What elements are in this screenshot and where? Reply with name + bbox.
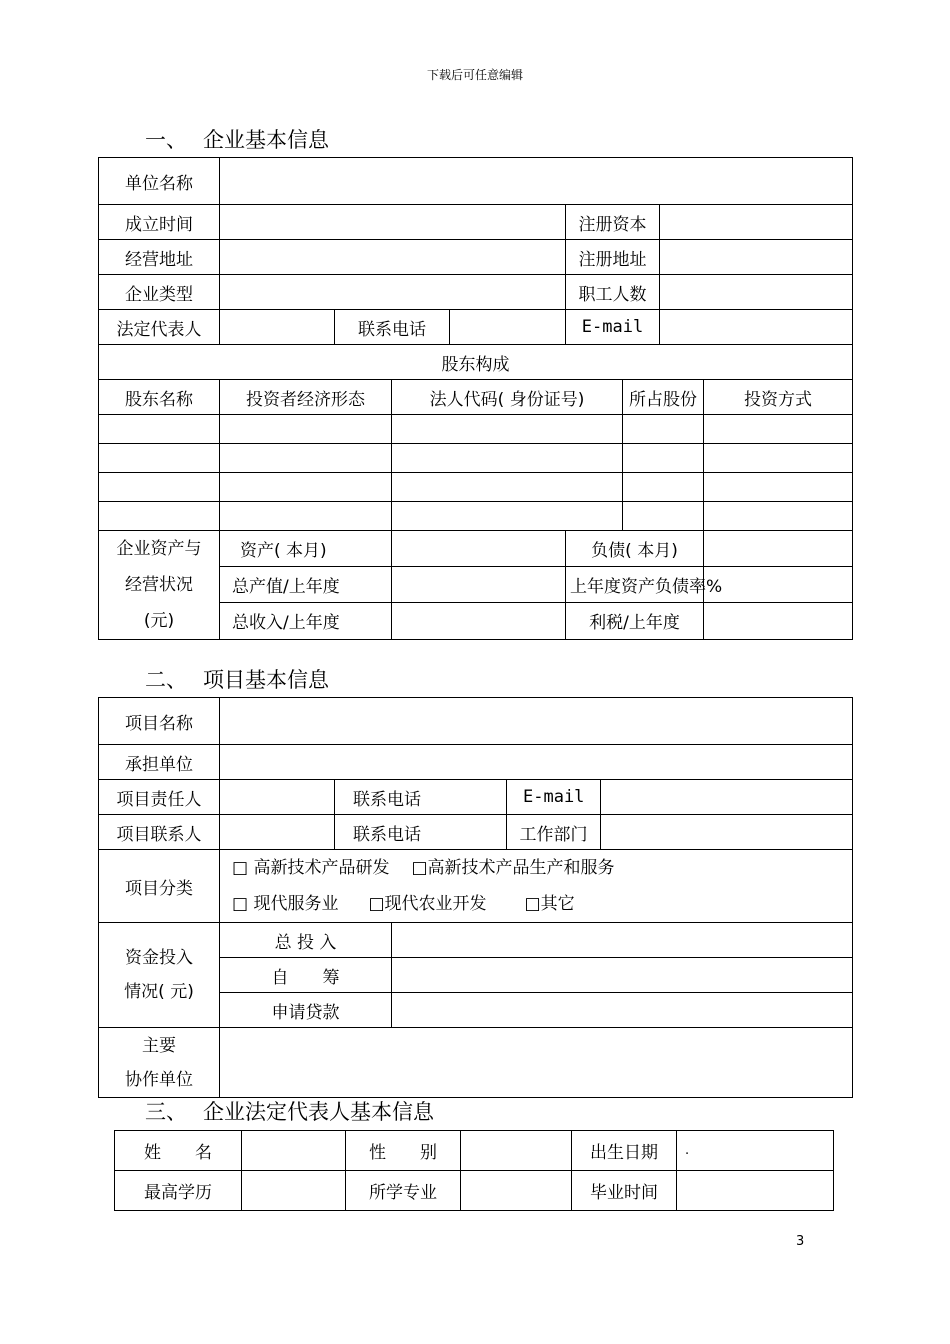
shareholder-cell[interactable] (704, 415, 853, 444)
shareholder-cell[interactable] (392, 415, 623, 444)
category-options (220, 850, 853, 923)
section3-title (145, 1096, 434, 1126)
assets-label-line1: 企业资产与 (116, 539, 202, 559)
section2-title (145, 664, 329, 694)
project-name-field[interactable] (220, 698, 853, 745)
shareholder-cell[interactable] (704, 502, 853, 531)
shareholder-title: 股东构成 (99, 345, 853, 380)
section2-heading: 项目基本信息 (203, 668, 329, 692)
leader-email-label: E-mail (507, 780, 601, 815)
contact-phone-label: 联系电话 (335, 815, 507, 850)
undertaker-label: 承担单位 (99, 745, 220, 780)
category-row-2 (226, 886, 848, 922)
shareholder-cell[interactable] (220, 502, 392, 531)
phone-field[interactable] (450, 310, 566, 345)
assets-month-field[interactable] (392, 531, 566, 567)
section3-heading: 企业法定代表人基本信息 (203, 1100, 434, 1124)
shareholder-cell[interactable] (99, 415, 220, 444)
contact-field[interactable] (220, 815, 335, 850)
biz-address-field[interactable] (220, 240, 566, 275)
shareholder-cell[interactable] (623, 473, 704, 502)
founded-field[interactable] (220, 205, 566, 240)
rep-birth-label: 出生日期 (572, 1131, 677, 1171)
department-field[interactable] (601, 815, 853, 850)
assets-label (99, 531, 220, 640)
leader-phone-label: 联系电话 (335, 780, 507, 815)
category-option-service[interactable]: □ 现代服务业 (232, 894, 339, 914)
gross-output-field[interactable] (392, 566, 566, 602)
liab-month-field[interactable] (704, 531, 853, 567)
shareholder-row (99, 415, 853, 444)
biz-address-label: 经营地址 (99, 240, 220, 275)
employees-label: 职工人数 (566, 275, 660, 310)
rep-grad-label: 毕业时间 (572, 1171, 677, 1211)
shareholder-row (99, 502, 853, 531)
debt-ratio-field[interactable] (704, 566, 853, 602)
shareholder-cell[interactable] (220, 444, 392, 473)
total-income-label: 总收入/上年度 (220, 602, 392, 639)
legal-rep-table (114, 1130, 834, 1211)
company-type-field[interactable] (220, 275, 566, 310)
department-label: 工作部门 (507, 815, 601, 850)
assets-label-line3: (元) (143, 611, 175, 631)
profit-tax-label: 利税/上年度 (566, 602, 704, 639)
funding-label-line1: 资金投入 (125, 948, 193, 968)
shareholder-cell[interactable] (220, 415, 392, 444)
liab-month-label: 负债( 本月) (566, 531, 704, 567)
reg-capital-label: 注册资本 (566, 205, 660, 240)
rep-education-label: 最高学历 (115, 1171, 242, 1211)
debt-ratio-label: 上年度资产负债率% (566, 566, 704, 602)
rep-major-field[interactable] (461, 1171, 572, 1211)
shareholder-cell[interactable] (623, 415, 704, 444)
shareholder-cell[interactable] (99, 444, 220, 473)
self-raised-field[interactable] (392, 958, 853, 993)
header-note: 下载后可任意编辑 (426, 68, 523, 82)
category-option-agriculture[interactable]: □现代农业开发 (368, 894, 487, 914)
category-label: 项目分类 (99, 850, 220, 923)
gross-output-label: 总产值/上年度 (220, 566, 392, 602)
unit-name-field[interactable] (220, 158, 853, 205)
reg-capital-field[interactable] (660, 205, 853, 240)
shareholder-cell[interactable] (220, 473, 392, 502)
email-field[interactable] (660, 310, 853, 345)
partner-label (99, 1028, 220, 1098)
loan-field[interactable] (392, 993, 853, 1028)
section1-heading: 企业基本信息 (203, 128, 329, 152)
shareholder-cell[interactable] (392, 444, 623, 473)
project-name-label: 项目名称 (99, 698, 220, 745)
leader-label: 项目责任人 (99, 780, 220, 815)
founded-label: 成立时间 (99, 205, 220, 240)
rep-birth-field[interactable]: . (677, 1131, 834, 1171)
undertaker-field[interactable] (220, 745, 853, 780)
rep-education-field[interactable] (242, 1171, 346, 1211)
self-raised-label: 自 筹 (220, 958, 392, 993)
legal-rep-label: 法定代表人 (99, 310, 220, 345)
reg-address-label: 注册地址 (566, 240, 660, 275)
shareholder-col-code: 法人代码( 身份证号) (392, 380, 623, 415)
category-option-other[interactable]: □其它 (524, 894, 575, 914)
shareholder-col-method: 投资方式 (704, 380, 853, 415)
rep-name-label: 姓 名 (115, 1131, 242, 1171)
total-invest-label: 总 投 入 (220, 923, 392, 958)
assets-label-line2: 经营状况 (125, 575, 193, 595)
assets-month-label: 资产( 本月) (220, 531, 392, 567)
loan-label: 申请贷款 (220, 993, 392, 1028)
company-type-label: 企业类型 (99, 275, 220, 310)
contact-label: 项目联系人 (99, 815, 220, 850)
funding-label-line2: 情况( 元) (124, 982, 194, 1002)
rep-grad-field[interactable] (677, 1171, 834, 1211)
shareholder-cell[interactable] (623, 502, 704, 531)
shareholder-col-type: 投资者经济形态 (220, 380, 392, 415)
section1-number: 一、 (145, 128, 187, 152)
unit-name-label: 单位名称 (99, 158, 220, 205)
category-option-production[interactable]: □高新技术产品生产和服务 (411, 858, 615, 878)
legal-rep-field[interactable] (220, 310, 335, 345)
funding-label (99, 923, 220, 1028)
category-row-1 (226, 850, 848, 886)
shareholder-row (99, 444, 853, 473)
section2-number: 二、 (145, 668, 187, 692)
shareholder-cell[interactable] (704, 473, 853, 502)
company-info-table (98, 157, 853, 640)
shareholder-cell[interactable] (99, 502, 220, 531)
rep-gender-field[interactable] (461, 1131, 572, 1171)
shareholder-col-share: 所占股份 (623, 380, 704, 415)
partner-label-line2: 协作单位 (125, 1069, 193, 1090)
leader-field[interactable] (220, 780, 335, 815)
reg-address-field[interactable] (660, 240, 853, 275)
section3-number: 三、 (145, 1100, 187, 1124)
employees-field[interactable] (660, 275, 853, 310)
rep-gender-label: 性 别 (346, 1131, 461, 1171)
page-number: 3 (796, 1234, 805, 1249)
profit-tax-field[interactable] (704, 602, 853, 639)
shareholder-col-name: 股东名称 (99, 380, 220, 415)
partner-label-line1: 主要 (142, 1035, 176, 1056)
rep-major-label: 所学专业 (346, 1171, 461, 1211)
shareholder-cell[interactable] (392, 502, 623, 531)
total-invest-field[interactable] (392, 923, 853, 958)
email-label: E-mail (566, 310, 660, 345)
phone-label: 联系电话 (335, 310, 450, 345)
leader-email-field[interactable] (601, 780, 853, 815)
shareholder-cell[interactable] (704, 444, 853, 473)
total-income-field[interactable] (392, 602, 566, 639)
partner-field[interactable] (220, 1028, 853, 1098)
project-info-table (98, 697, 853, 1098)
shareholder-cell[interactable] (99, 473, 220, 502)
shareholder-row (99, 473, 853, 502)
category-option-rnd[interactable]: □ 高新技术产品研发 (232, 858, 390, 878)
section1-title (145, 124, 329, 154)
shareholder-cell[interactable] (623, 444, 704, 473)
shareholder-cell[interactable] (392, 473, 623, 502)
rep-name-field[interactable] (242, 1131, 346, 1171)
